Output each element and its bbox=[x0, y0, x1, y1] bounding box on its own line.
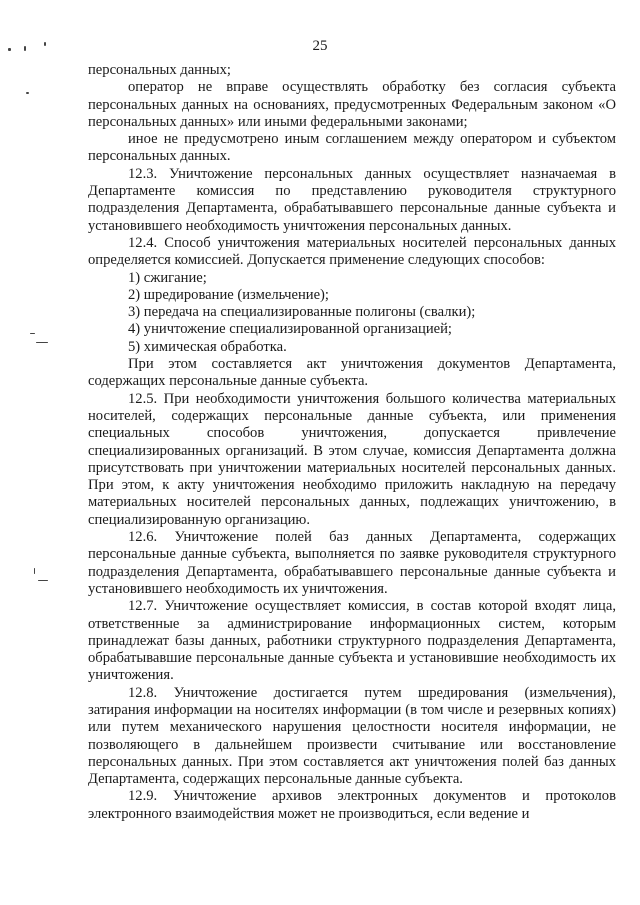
scan-artifact bbox=[26, 92, 29, 94]
document-body bbox=[88, 62, 616, 823]
list-item: 2) шредирование (измельчение); bbox=[128, 286, 329, 303]
scan-artifact bbox=[30, 333, 35, 334]
scan-artifact bbox=[36, 342, 48, 343]
scan-artifact bbox=[24, 46, 26, 51]
page-number: 25 bbox=[312, 38, 328, 54]
list-item: 3) передача на специализированные полигоны (свалки); bbox=[128, 304, 476, 321]
list-item: 5) химическая обработка. bbox=[128, 338, 287, 355]
paragraph: оператор не вправе осуществлять обработку без согласия субъекта персональных данных на основаниях, предусмотренных Федеральным законом «О персональных данных» или иными федеральными законами; bbox=[88, 79, 616, 130]
scan-artifact bbox=[34, 568, 35, 574]
paragraph: 12.5. При необходимости уничтожения большого количества материальных носителей, содержащих персональные данные субъекта, или применения специальных способов уничтожения, допускается привлечение специализированных организаций. В этом случае, комиссия Департамента должна присутствовать при уничтожении материальных носителей персональных данных. При этом, к акту уничтожения необходимо приложить накладную на передачу материальных носителей персональных данных, подлежащих уничтожению, в специализированную организацию. bbox=[88, 390, 616, 528]
paragraph: 12.3. Уничтожение персональных данных осуществляет назначаемая в Департаменте комиссия по представлению руководителя структурного подразделения Департамента, обрабатывавшего персональные данные субъекта и установившего необходимость уничтожения персональных данных. bbox=[88, 165, 616, 234]
paragraph: При этом составляется акт уничтожения документов Департамента, содержащих персональные данные субъекта. bbox=[88, 356, 616, 390]
paragraph: 12.6. Уничтожение полей баз данных Департамента, содержащих персональные данные субъекта, выполняется по заявке руководителя структурного подразделения Департамента, обрабатывавшего персональные данные субъекта и установившего необходимость их уничтожения. bbox=[88, 529, 616, 597]
paragraph: персональных данных; bbox=[88, 62, 231, 78]
paragraph: 12.9. Уничтожение архивов электронных документов и протоколов электронного взаимодействия может не производиться, если ведение и bbox=[88, 788, 616, 822]
scan-artifact bbox=[38, 580, 48, 581]
list-item: 1) сжигание; bbox=[128, 269, 207, 286]
paragraph: 12.7. Уничтожение осуществляет комиссия, в состав которой входят лица, ответственные за администрирование информационных систем, которым принадлежат базы данных, работники структурного подразделения Департамента, обрабатывавшие персональные данные субъекта и установившие необходимость их уничтожения. bbox=[88, 598, 616, 684]
paragraph: 12.8. Уничтожение достигается путем шредирования (измельчения), затирания информации на носителях информации (в том числе и резервных копиях) или путем механического нарушения целостности носителя информации, не позволяющего в дальнейшем произвести считывание или восстановление персональных данных. При этом составляется акт уничтожения полей баз данных Департамента, содержащих персональные данные субъекта. bbox=[88, 684, 616, 788]
paragraph: иное не предусмотрено иным соглашением между оператором и субъектом персональных данных. bbox=[88, 131, 616, 165]
paragraph: 12.4. Способ уничтожения материальных носителей персональных данных определяется комиссией. Допускается применение следующих способов: bbox=[88, 234, 616, 269]
list-item: 4) уничтожение специализированной организацией; bbox=[128, 321, 452, 338]
scan-artifact bbox=[8, 48, 11, 51]
scan-artifact bbox=[44, 42, 46, 46]
